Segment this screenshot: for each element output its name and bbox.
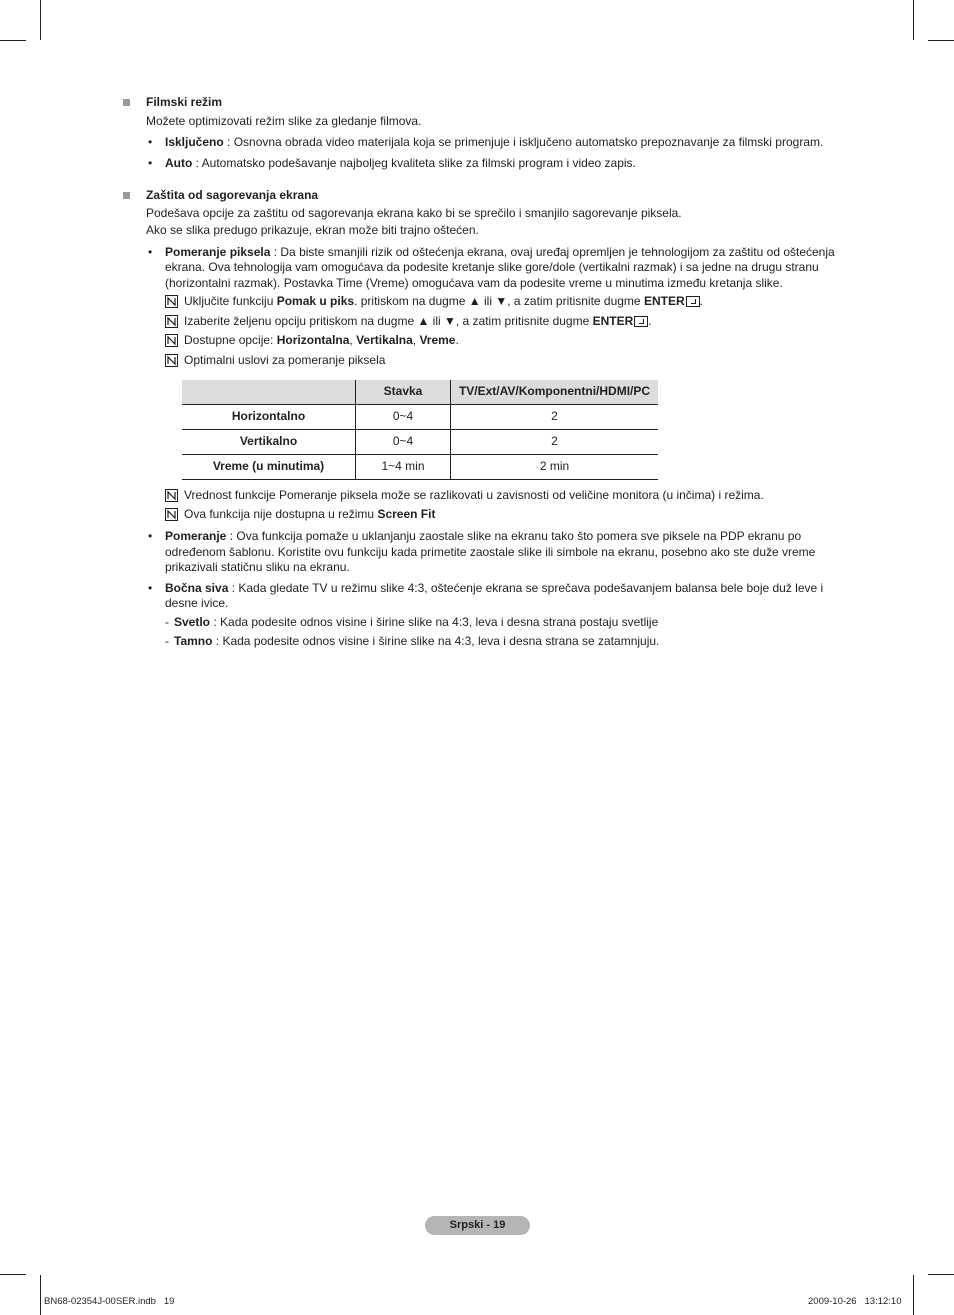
sub-item-light	[122, 615, 850, 631]
option-horizontal: Horizontalna	[276, 333, 350, 347]
list-item-pixel-shift	[122, 245, 850, 292]
item-label: Bočna siva	[165, 580, 229, 595]
table-cell: 2	[451, 405, 659, 430]
note-icon	[165, 295, 178, 308]
table-cell: 2	[451, 430, 659, 455]
enter-label: ENTER	[592, 313, 634, 328]
list-item	[122, 156, 850, 172]
crop-mark	[928, 1274, 954, 1275]
page-content	[122, 95, 850, 650]
note-term: Pomak u piks	[276, 294, 355, 308]
dash-marker: -	[165, 614, 169, 629]
table-row	[182, 430, 658, 455]
note-text: .	[648, 313, 652, 328]
crop-mark	[928, 40, 954, 41]
bullet-icon: •	[148, 135, 153, 149]
note-text: Vrednost funkcije Pomeranje piksela može se razlikovati u zavisnosti od veličine monitora (u inčima) i režima.	[184, 488, 764, 502]
section-description: Ako se slika predugo prikazuje, ekran može biti trajno oštećen.	[146, 223, 479, 237]
bullet-icon: •	[148, 580, 153, 595]
item-label: Pomeranje piksela	[165, 244, 271, 259]
crop-mark	[913, 0, 914, 40]
table-row	[182, 405, 658, 430]
square-bullet-icon	[123, 192, 130, 199]
print-file-info: BN68-02354J-00SER.indb 19	[44, 1296, 175, 1307]
note-text: . pritiskom na dugme ▲ ili ▼, a zatim pritisnite dugme	[354, 294, 644, 308]
page-number-badge: Srpski - 19	[425, 1216, 530, 1235]
note	[122, 507, 850, 523]
item-text: : Kada gledate TV u režimu slike 4:3, oštećenje ekrana se sprečava podešavanjem balansa bele boje duž leve i desne ivice.	[165, 580, 824, 610]
note-text: Dostupne opcije:	[184, 333, 277, 347]
list-item	[122, 135, 850, 151]
table-cell: 2 min	[451, 455, 659, 480]
item-text: : Da biste smanjili rizik od oštećenja ekrana, ovaj uređaj opremljen je tehnologijom za zaštitu od oštećenja ekrana. Ova tehnologija vam omogućava da podesite kretanje slike gore/dole (vertikalni razmak) i sa jedne na drugu stranu (horizontalni razmak). Postavka Time (Vreme) omogućava vam da podesite vreme u minutima između kretanja slike.	[165, 244, 835, 290]
item-label: Pomeranje	[165, 529, 227, 543]
dash-marker: -	[165, 634, 169, 648]
table-cell: 1~4 min	[356, 455, 451, 480]
section-title	[122, 95, 850, 111]
note-term: Screen Fit	[377, 506, 436, 521]
table-row	[182, 455, 658, 480]
bullet-icon: •	[148, 155, 153, 170]
note	[122, 294, 850, 310]
table-header	[182, 380, 356, 405]
note	[122, 353, 850, 369]
item-label: Tamno	[174, 634, 213, 648]
enter-icon	[634, 316, 648, 327]
bullet-icon: •	[148, 244, 153, 259]
section-title-text: Filmski režim	[146, 95, 223, 109]
item-label: Svetlo	[174, 614, 211, 629]
note	[122, 488, 850, 504]
pixel-shift-table	[182, 380, 658, 480]
list-item-scroll	[122, 529, 850, 576]
item-label: Auto	[165, 155, 193, 170]
note-text: .	[455, 333, 459, 347]
item-text: : Ova funkcija pomaže u uklanjanju zaostale slike na ekranu tako što pomera sve piksele na PDP ekranu po određenom šablonu. Koristite ovu funkciju kada primetite zaostale slike ili simbole na ekranu, posebno ako ste duže vreme prikazivali statičnu sliku na ekranu.	[165, 529, 816, 574]
list-item-side-gray	[122, 581, 850, 612]
item-text: : Kada podesite odnos visine i širine slike na 4:3, leva i desna strana se zatamnjuju.	[212, 634, 660, 648]
table-row-header: Vertikalno	[239, 434, 298, 449]
item-text: : Osnovna obrada video materijala koja se primenjuje i isključeno automatsko prepoznavanje za filmski program.	[223, 135, 824, 149]
crop-mark	[0, 40, 26, 41]
section-title-text: Zaštita od sagorevanja ekrana	[146, 188, 319, 202]
note-text: .	[699, 294, 703, 308]
table-row-header: Horizontalno	[231, 409, 306, 424]
note-icon	[165, 489, 178, 502]
note-text: Uključite funkciju	[184, 294, 277, 308]
print-timestamp: 2009-10-26 13:12:10	[808, 1296, 902, 1307]
section-title	[122, 188, 850, 204]
crop-mark	[40, 0, 41, 40]
crop-mark	[0, 1274, 26, 1275]
note-text: ,	[412, 333, 420, 347]
crop-mark	[913, 1275, 914, 1315]
note-text: Ova funkcija nije dostupna u režimu	[184, 506, 378, 521]
square-bullet-icon	[123, 99, 130, 106]
item-text: : Automatsko podešavanje najboljeg kvaliteta slike za filmski program i video zapis.	[192, 155, 636, 170]
note	[122, 314, 850, 330]
note-text: Optimalni uslovi za pomeranje piksela	[184, 352, 386, 367]
section-description: Možete optimizovati režim slike za gledanje filmova.	[146, 113, 422, 128]
option-vertical: Vertikalna	[356, 333, 413, 347]
table-header: TV/Ext/AV/Komponentni/HDMI/PC	[451, 380, 659, 405]
crop-mark	[40, 1275, 41, 1315]
note-text: Izaberite željenu opciju pritiskom na dugme ▲ ili ▼, a zatim pritisnite dugme	[184, 313, 593, 328]
table-cell: 0~4	[356, 405, 451, 430]
note-icon	[165, 334, 178, 347]
sub-item-dark	[122, 634, 850, 650]
table-header: Stavka	[356, 380, 451, 405]
item-text: : Kada podesite odnos visine i širine slike na 4:3, leva i desna strana postaju svetlije	[210, 614, 659, 629]
section-description: Podešava opcije za zaštitu od sagorevanja ekrana kako bi se sprečilo i smanjilo sagorevanje piksela.	[146, 205, 682, 220]
option-time: Vreme	[419, 333, 456, 347]
note	[122, 333, 850, 349]
note-icon	[165, 508, 178, 521]
note-text: ,	[349, 333, 357, 347]
table-header-row	[182, 380, 658, 405]
table-row-header: Vreme (u minutima)	[212, 459, 325, 474]
enter-icon	[686, 296, 700, 307]
note-icon	[165, 315, 178, 328]
enter-label: ENTER	[643, 294, 685, 308]
item-label: Isključeno	[165, 135, 224, 149]
note-icon	[165, 354, 178, 367]
bullet-icon: •	[148, 529, 153, 543]
table-cell: 0~4	[356, 430, 451, 455]
